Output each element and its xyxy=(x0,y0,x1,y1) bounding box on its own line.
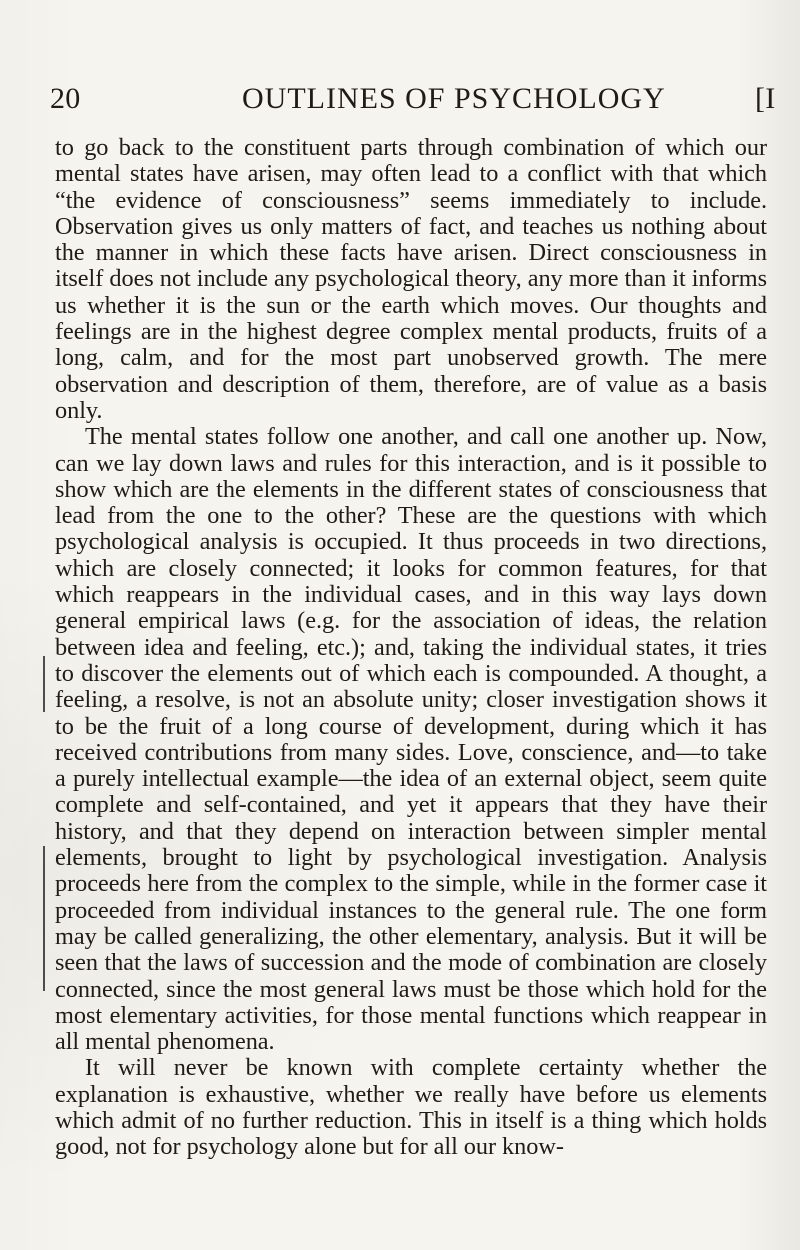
body-paragraph: The mental states follow one another, and call one another up. Now, can we lay down laws and rules for this interaction, and is it possible to show which are the elements in the different states of consciousness that lead from the one to the other? These are the questions with which psychological analysis is occupied. It thus proceeds in two directions, which are closely connected; it looks for common features, for that which reappears in the individual cases, and in this way lays down general empirical laws (e.g. for the association of ideas, the relation between idea and feeling, etc.); and, taking the individual states, it tries to discover the elements out of which each is compounded. A thought, a feeling, a resolve, is not an absolute unity; closer investigation shows it to be the fruit of a long course of development, during which it has received contributions from many sides. Love, conscience, and—to take a purely intellectual example—the idea of an external object, seem quite complete and self-contained, and yet it appears that they have their history, and that they depend on interaction between simpler mental elements, brought to light by psychological investigation. Analysis proceeds here from the complex to the simple, while in the former case it proceeded from individual instances to the general rule. The one form may be called generalizing, the other elementary, analysis. But it will be seen that the laws of succession and the mode of combination are closely connected, since the most general laws must be those which hold for the most elementary activities, for those mental functions which reappear in all mental phenomena. xyxy=(55,423,767,1056)
body-paragraph: It will never be known with complete certainty whether the explanation is exhaustive, whether we really have before us elements which admit of no further reduction. This in itself is a thing which holds good, not for psychology alone but for all our know- xyxy=(55,1054,767,1161)
book-text xyxy=(55,135,767,1161)
page-header xyxy=(50,82,776,115)
chapter-mark: [I xyxy=(755,82,776,115)
margin-rule xyxy=(43,846,45,991)
body-paragraph: to go back to the constituent parts through combination of which our mental states have arisen, may often lead to a conflict with that which “the evidence of consciousness” seems immediately to include. Observation gives us only matters of fact, and teaches us nothing about the manner in which these facts have arisen. Direct consciousness in itself does not include any psychological theory, any more than it informs us whether it is the sun or the earth which moves. Our thoughts and feelings are in the highest degree complex mental products, fruits of a long, calm, and for the most part unobserved growth. The mere observation and description of them, therefore, are of value as a basis only. xyxy=(55,134,767,424)
margin-rule xyxy=(43,656,45,712)
page-number: 20 xyxy=(50,82,81,115)
running-head: OUTLINES OF PSYCHOLOGY xyxy=(242,82,666,115)
